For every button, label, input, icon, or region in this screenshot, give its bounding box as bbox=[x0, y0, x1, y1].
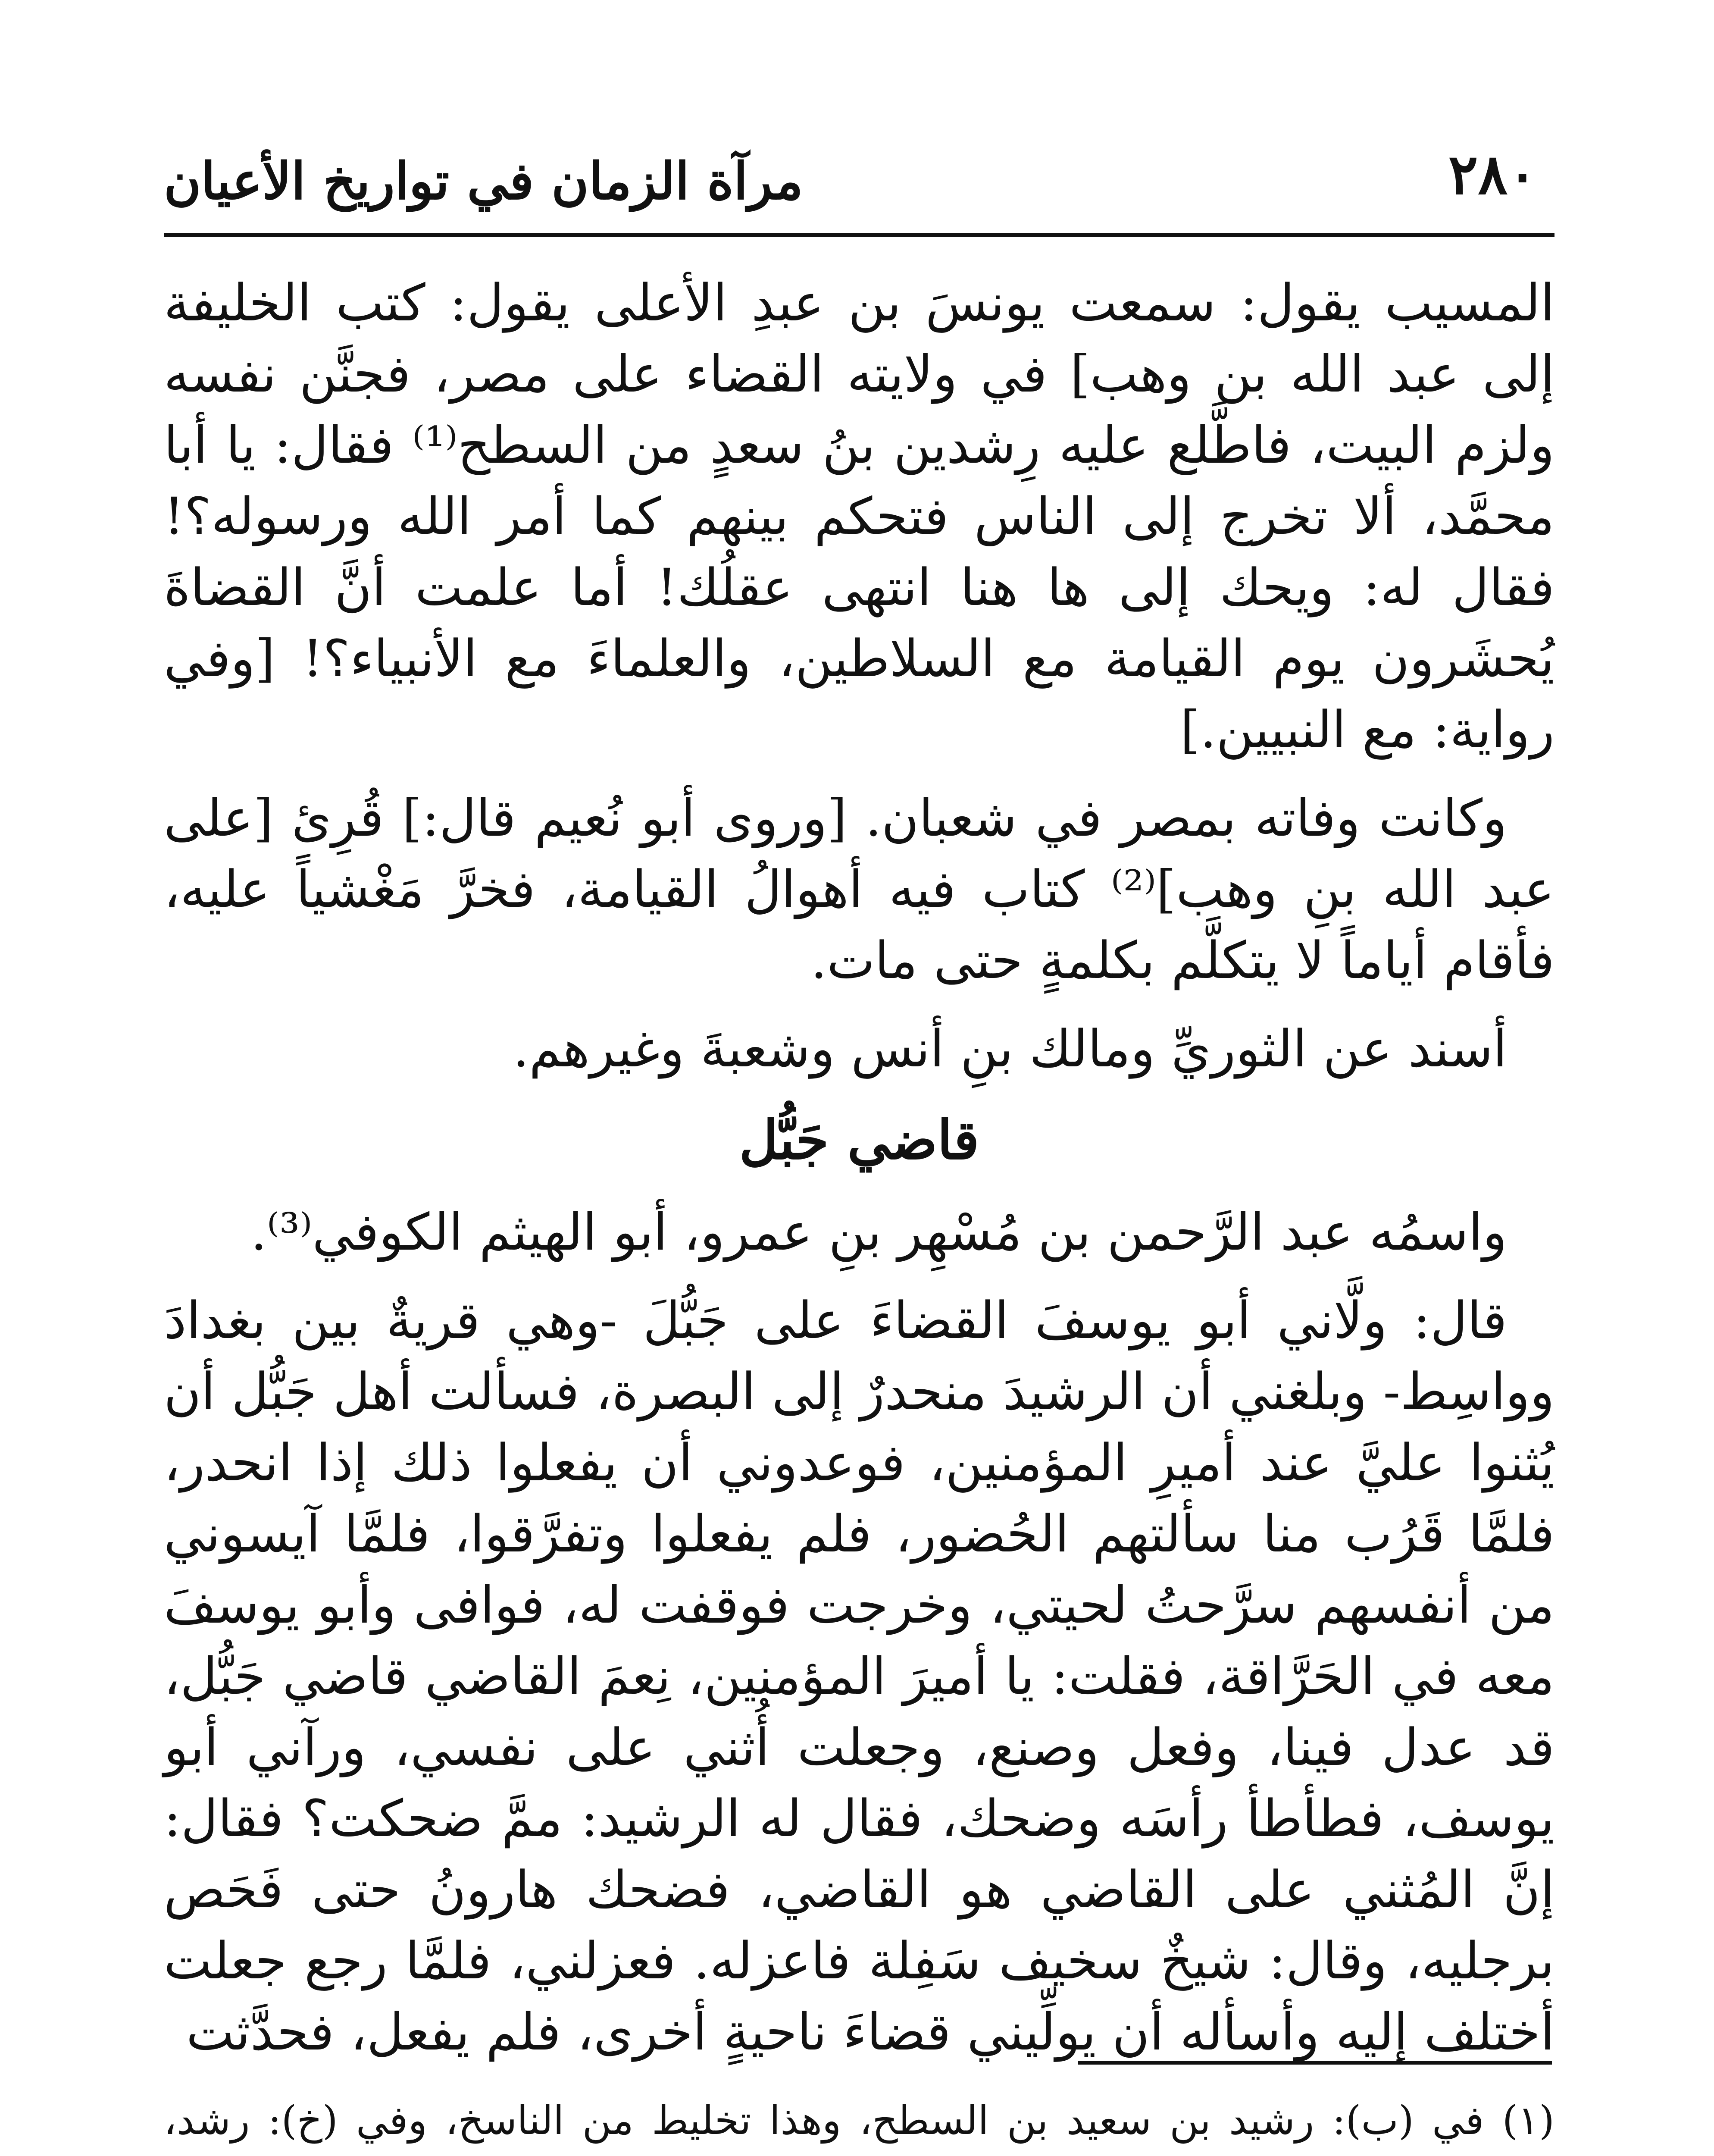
paragraph: وكانت وفاته بمصر في شعبان. [وروى أبو نُعيم قال:] قُرِئ [على عبد الله بنِ وهب]⁽²⁾ كتاب فيه أهوالُ القيامة، فخرَّ مَغْشياً عليه، فأقام أياماً لا يتكلَّم بكلمةٍ حتى مات. bbox=[164, 788, 1555, 990]
section-heading: قاضي جَبُّل bbox=[739, 1109, 979, 1172]
book-title: مرآة الزمان في تواريخ الأعيان bbox=[164, 151, 803, 211]
paragraph: واسمُه عبد الرَّحمن بن مُسْهِر بنِ عمرو، أبو الهيثم الكوفي⁽³⁾. bbox=[250, 1202, 1507, 1262]
page-number: ٢٨٠ bbox=[1448, 142, 1537, 207]
paragraph: قال: ولَّاني أبو يوسفَ القضاءَ على جَبُّلَ -وهي قريةٌ بين بغدادَ وواسِط- وبلغني أن الرشيدَ منحدرٌ إلى البصرة، فسألت أهل جَبُّل أن يُثنوا عليَّ عند أميرِ المؤمنين، فوعدوني أن يفعلوا ذلك إذا انحدر، فلمَّا قَرُب منا سألتهم الحُضور، فلم يفعلوا وتفرَّقوا، فلمَّا آيسوني من أنفسهم سرَّحتُ لحيتي، وخرجت فوقفت له، فوافى وأبو يوسفَ معه في الحَرَّاقة، فقلت: يا أميرَ المؤمنين، نِعمَ القاضي قاضي جَبُّل، قد عدل فينا، وفعل وصنع، وجعلت أُثني على نفسي، ورآني أبو يوسف، فطأطأ رأسَه وضحك، فقال له الرشيد: ممَّ ضحكت؟ فقال: إنَّ المُثني على القاضي هو القاضي، فضحك هارونُ حتى فَحَص برجليه، وقال: شيخٌ سخيف سَفِلة فاعزله. فعزلني، فلمَّا رجع جعلت أختلف إليه وأسأله أن يولِّيني قضاءَ ناحيةٍ أخرى، فلم يفعل، فحدَّثت bbox=[164, 1291, 1555, 2062]
running-header bbox=[164, 134, 1554, 237]
paragraph: المسيب يقول: سمعت يونسَ بن عبدِ الأعلى يقول: كتب الخليفة إلى عبد الله بن وهب] في ولايته القضاء على مصر، فجنَّن نفسه ولزم البيت، فاطَّلع عليه رِشدين بنُ سعدٍ من السطح⁽¹⁾ فقال: يا أبا محمَّد، ألا تخرج إلى الناس فتحكم بينهم كما أمر الله ورسوله؟! فقال له: ويحك إلى ها هنا انتهى عقلُك! أما علمت أنَّ القضاةَ يُحشَرون يوم القيامة مع السلاطين، والعلماءَ مع الأنبياء؟! [وفي رواية: مع النبيين.] bbox=[164, 273, 1554, 759]
footnote-separator bbox=[1078, 2061, 1552, 2065]
paragraph: أسند عن الثوريِّ ومالك بنِ أنس وشعبةَ وغيرهم. bbox=[513, 1019, 1507, 1078]
main-text bbox=[164, 267, 1554, 2085]
footnotes bbox=[164, 2091, 1554, 2156]
footnote: (١) في (ب): رشيد بن سعيد بن السطح، وهذا تخليط من الناسخ، وفي (خ): رشد، bbox=[164, 2097, 1555, 2143]
